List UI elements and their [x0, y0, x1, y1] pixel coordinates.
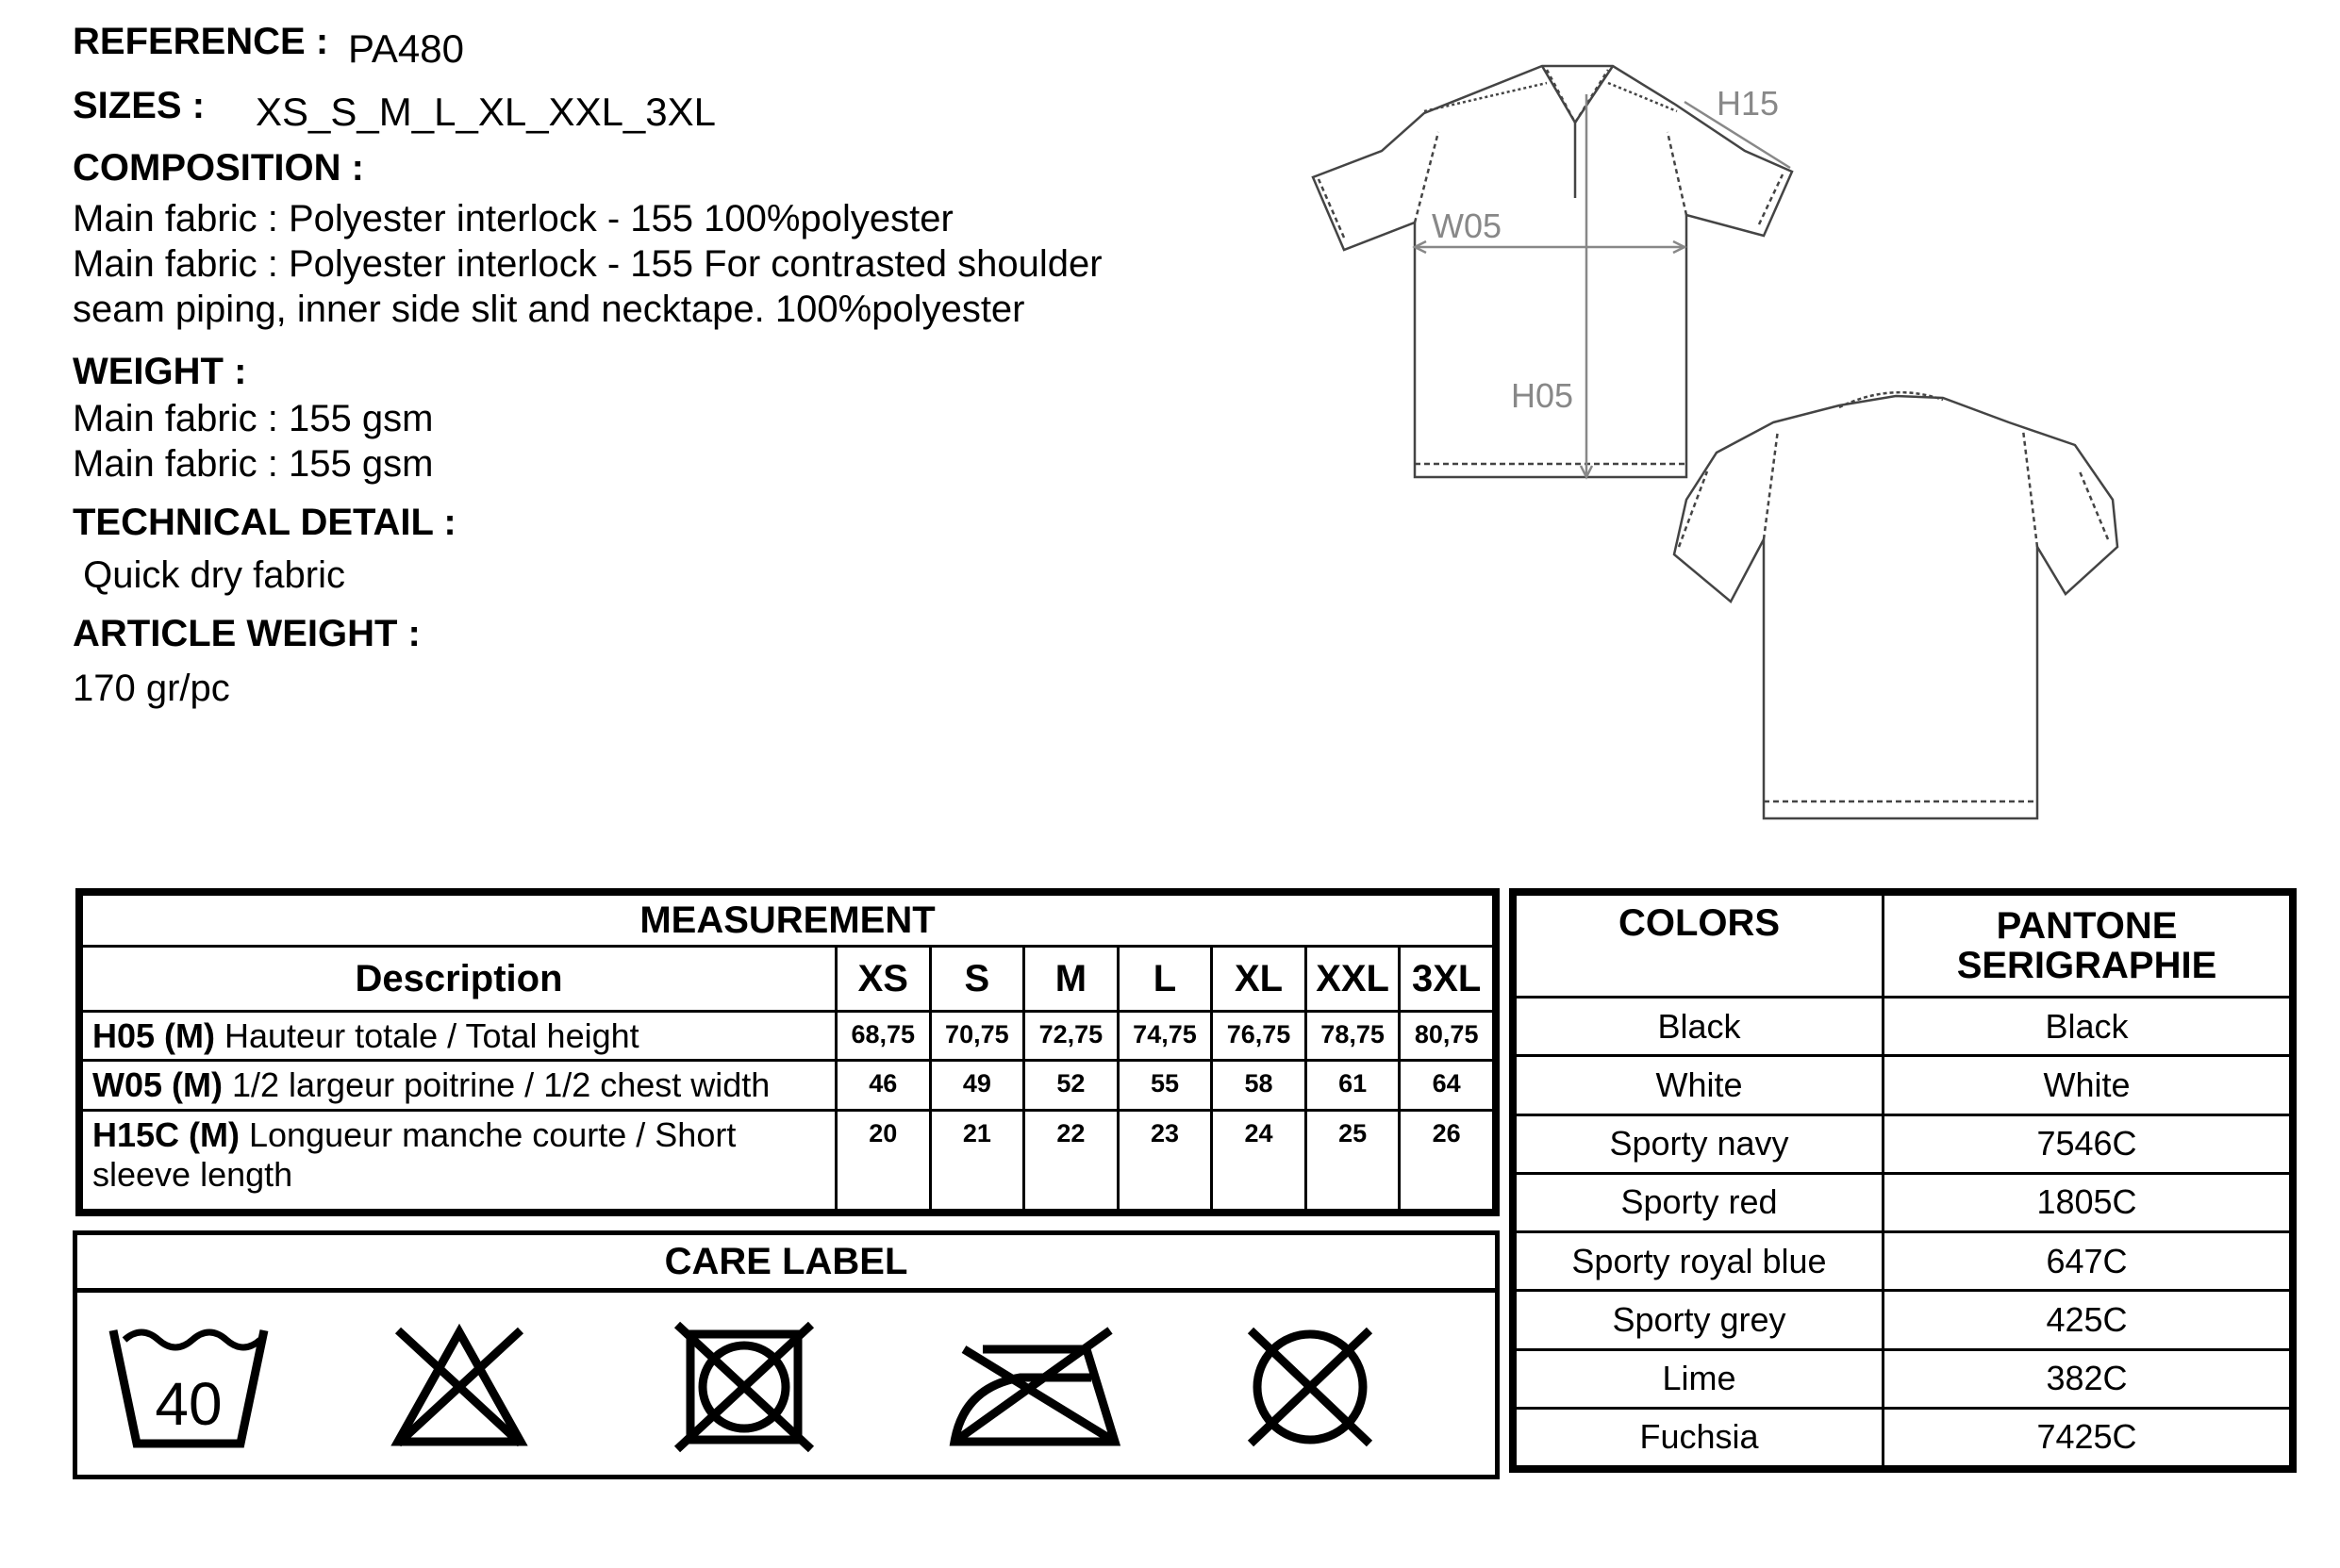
no-tumble-dry-icon [673, 1321, 815, 1453]
no-dry-clean-icon [1239, 1321, 1381, 1453]
sizes-label: SIZES : [73, 85, 206, 126]
weight-line: Main fabric : 155 gsm [73, 443, 434, 485]
table-row [1516, 1114, 2291, 1173]
composition-line: Main fabric : Polyester interlock - 155 100%polyester [73, 198, 954, 239]
composition-line: seam piping, inner side slit and necktape. 100%polyester [73, 289, 1025, 330]
measurement-table [75, 888, 1500, 1216]
cell-value: 70,75 [930, 1012, 1024, 1061]
h05-label: H05 [1511, 376, 1574, 415]
technical-detail-value: Quick dry fabric [73, 554, 345, 596]
care-label-title: CARE LABEL [77, 1235, 1495, 1293]
pantone-code: 7546C [1884, 1114, 2291, 1173]
article-weight-value: 170 gr/pc [73, 668, 230, 709]
table-row [1516, 1056, 2291, 1114]
care-icons-row [77, 1293, 1495, 1479]
table-row [82, 1061, 1494, 1110]
row-code: W05 (M) [92, 1065, 223, 1105]
pantone-code: 1805C [1884, 1173, 2291, 1231]
pantone-code: 425C [1884, 1291, 2291, 1349]
cell-value: 26 [1400, 1110, 1494, 1210]
cell-value: 72,75 [1024, 1012, 1119, 1061]
cell-value: 25 [1305, 1110, 1400, 1210]
colors-header: COLORS [1516, 895, 1884, 998]
row-text: 1/2 largeur poitrine / 1/2 chest width [223, 1065, 771, 1105]
pantone-code: 7425C [1884, 1408, 2291, 1466]
table-row [1516, 998, 2291, 1056]
row-code: H05 (M) [92, 1015, 216, 1055]
color-name: Sporty grey [1516, 1291, 1884, 1349]
row-text: Hauteur totale / Total height [215, 1015, 639, 1055]
size-header: XL [1212, 947, 1306, 1012]
cell-value: 76,75 [1212, 1012, 1306, 1061]
weight-label: WEIGHT : [73, 351, 247, 392]
size-header: 3XL [1400, 947, 1494, 1012]
color-name: White [1516, 1056, 1884, 1114]
size-header: L [1118, 947, 1212, 1012]
cell-value: 74,75 [1118, 1012, 1212, 1061]
composition-label: COMPOSITION : [73, 147, 364, 189]
cell-value: 49 [930, 1061, 1024, 1110]
row-description [82, 1012, 837, 1061]
table-row [1516, 1408, 2291, 1466]
measurement-title: MEASUREMENT [82, 895, 1494, 947]
article-weight-label: ARTICLE WEIGHT : [73, 613, 421, 654]
pantone-header-line: SERIGRAPHIE [1956, 945, 2217, 986]
color-name: Fuchsia [1516, 1408, 1884, 1466]
pantone-code: White [1884, 1056, 2291, 1114]
weight-line: Main fabric : 155 gsm [73, 398, 434, 439]
color-name: Black [1516, 998, 1884, 1056]
cell-value: 23 [1118, 1110, 1212, 1210]
cell-value: 24 [1212, 1110, 1306, 1210]
color-name: Sporty royal blue [1516, 1232, 1884, 1291]
color-name: Sporty red [1516, 1173, 1884, 1231]
pantone-code: 647C [1884, 1232, 2291, 1291]
table-row [1516, 1173, 2291, 1231]
cell-value: 61 [1305, 1061, 1400, 1110]
size-header: M [1024, 947, 1119, 1012]
size-header: XS [837, 947, 931, 1012]
row-code: H15C (M) [92, 1114, 241, 1154]
size-header: XXL [1305, 947, 1400, 1012]
composition-line: Main fabric : Polyester interlock - 155 For contrasted shoulder [73, 243, 1103, 285]
cell-value: 78,75 [1305, 1012, 1400, 1061]
cell-value: 46 [837, 1061, 931, 1110]
no-bleach-icon [389, 1321, 530, 1453]
row-description [82, 1061, 837, 1110]
description-header: Description [82, 947, 837, 1012]
size-header: S [930, 947, 1024, 1012]
cell-value: 52 [1024, 1061, 1119, 1110]
color-name: Sporty navy [1516, 1114, 1884, 1173]
colors-table [1509, 888, 2297, 1473]
polo-shirt-sketch [1292, 57, 2169, 839]
pantone-header-line: PANTONE [1996, 905, 2178, 947]
row-description [82, 1110, 837, 1210]
table-row [1516, 1232, 2291, 1291]
no-iron-icon [945, 1321, 1124, 1453]
technical-detail-label: TECHNICAL DETAIL : [73, 502, 456, 543]
cell-value: 22 [1024, 1110, 1119, 1210]
cell-value: 58 [1212, 1061, 1306, 1110]
back-view-drawing [1674, 392, 2117, 818]
pantone-code: Black [1884, 998, 2291, 1056]
cell-value: 21 [930, 1110, 1024, 1210]
reference-value: PA480 [348, 26, 464, 71]
reference-label: REFERENCE : [73, 21, 329, 62]
table-row [82, 1110, 1494, 1210]
wash-temperature: 40 [155, 1370, 223, 1438]
sizes-value: XS_S_M_L_XL_XXL_3XL [256, 90, 717, 134]
color-name: Lime [1516, 1349, 1884, 1408]
cell-value: 20 [837, 1110, 931, 1210]
cell-value: 68,75 [837, 1012, 931, 1061]
pantone-header [1884, 895, 2291, 998]
pantone-code: 382C [1884, 1349, 2291, 1408]
cell-value: 55 [1118, 1061, 1212, 1110]
care-label-box [73, 1230, 1500, 1479]
table-row [1516, 1291, 2291, 1349]
h15-label: H15 [1717, 84, 1780, 123]
front-view-drawing [1313, 66, 1792, 477]
table-row [1516, 1349, 2291, 1408]
w05-label: W05 [1432, 206, 1502, 245]
cell-value: 64 [1400, 1061, 1494, 1110]
row-text: Longueur manche courte / Short sleeve length [92, 1114, 737, 1194]
table-row [82, 1012, 1494, 1061]
cell-value: 80,75 [1400, 1012, 1494, 1061]
wash-40-icon [104, 1321, 274, 1453]
